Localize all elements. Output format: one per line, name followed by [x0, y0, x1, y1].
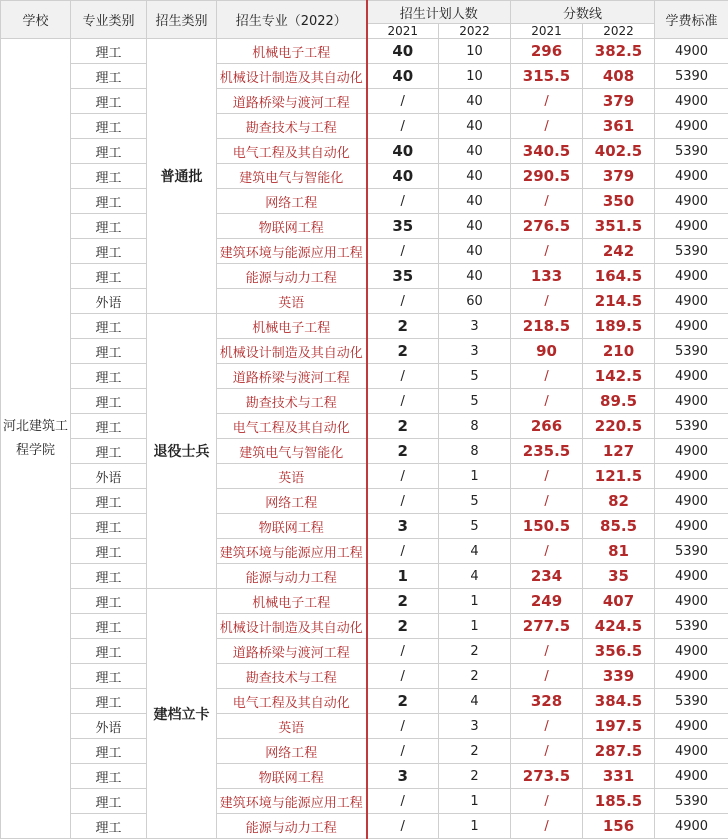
score-2021-cell: 277.5	[511, 614, 583, 639]
header-plan-2021: 2021	[367, 24, 439, 39]
category-cell: 外语	[71, 714, 147, 739]
score-2021-cell: 234	[511, 564, 583, 589]
plan-2021-cell: 35	[367, 264, 439, 289]
fee-cell: 4900	[655, 439, 728, 464]
major-cell: 建筑环境与能源应用工程	[217, 239, 367, 264]
category-cell: 理工	[71, 164, 147, 189]
fee-cell: 5390	[655, 614, 728, 639]
plan-2021-cell: /	[367, 464, 439, 489]
score-2022-cell: 85.5	[583, 514, 655, 539]
plan-2022-cell: 40	[439, 189, 511, 214]
score-2021-cell: 133	[511, 264, 583, 289]
category-cell: 理工	[71, 114, 147, 139]
table-row	[1, 714, 728, 739]
table-row	[1, 89, 728, 114]
table-row	[1, 739, 728, 764]
plan-2021-cell: 2	[367, 314, 439, 339]
table-row	[1, 789, 728, 814]
major-cell: 建筑电气与智能化	[217, 439, 367, 464]
table-row	[1, 414, 728, 439]
batch-cell: 普通批	[147, 39, 217, 314]
plan-2022-cell: 40	[439, 114, 511, 139]
plan-2022-cell: 4	[439, 539, 511, 564]
plan-2022-cell: 3	[439, 339, 511, 364]
fee-cell: 4900	[655, 264, 728, 289]
plan-2022-cell: 40	[439, 139, 511, 164]
score-2021-cell: /	[511, 89, 583, 114]
major-cell: 机械设计制造及其自动化	[217, 339, 367, 364]
plan-2022-cell: 5	[439, 389, 511, 414]
fee-cell: 5390	[655, 789, 728, 814]
plan-2021-cell: /	[367, 789, 439, 814]
category-cell: 理工	[71, 664, 147, 689]
plan-2022-cell: 1	[439, 464, 511, 489]
score-2021-cell: 266	[511, 414, 583, 439]
table-row	[1, 464, 728, 489]
table-row	[1, 689, 728, 714]
fee-cell: 4900	[655, 739, 728, 764]
fee-cell: 4900	[655, 664, 728, 689]
score-2021-cell: /	[511, 789, 583, 814]
table-row	[1, 639, 728, 664]
plan-2021-cell: 3	[367, 764, 439, 789]
score-2022-cell: 350	[583, 189, 655, 214]
major-cell: 电气工程及其自动化	[217, 139, 367, 164]
score-2021-cell: 235.5	[511, 439, 583, 464]
major-cell: 电气工程及其自动化	[217, 689, 367, 714]
score-2022-cell: 89.5	[583, 389, 655, 414]
table-row	[1, 164, 728, 189]
fee-cell: 4900	[655, 464, 728, 489]
table-row	[1, 664, 728, 689]
score-2021-cell: 90	[511, 339, 583, 364]
plan-2021-cell: /	[367, 489, 439, 514]
score-2022-cell: 142.5	[583, 364, 655, 389]
plan-2021-cell: 40	[367, 139, 439, 164]
category-cell: 理工	[71, 264, 147, 289]
fee-cell: 5390	[655, 414, 728, 439]
plan-2021-cell: /	[367, 239, 439, 264]
plan-2021-cell: /	[367, 739, 439, 764]
major-cell: 勘查技术与工程	[217, 664, 367, 689]
category-cell: 理工	[71, 639, 147, 664]
plan-2021-cell: 40	[367, 64, 439, 89]
score-2021-cell: /	[511, 639, 583, 664]
score-2021-cell: 296	[511, 39, 583, 64]
table-row	[1, 389, 728, 414]
header-plan-2022: 2022	[439, 24, 511, 39]
fee-cell: 5390	[655, 139, 728, 164]
score-2021-cell: /	[511, 364, 583, 389]
header-plan: 招生计划人数	[367, 1, 511, 24]
category-cell: 理工	[71, 139, 147, 164]
plan-2021-cell: /	[367, 389, 439, 414]
plan-2022-cell: 2	[439, 664, 511, 689]
plan-2022-cell: 5	[439, 364, 511, 389]
table-row	[1, 239, 728, 264]
plan-2022-cell: 40	[439, 89, 511, 114]
score-2022-cell: 402.5	[583, 139, 655, 164]
score-2021-cell: /	[511, 739, 583, 764]
table-row	[1, 139, 728, 164]
score-2022-cell: 382.5	[583, 39, 655, 64]
fee-cell: 5390	[655, 339, 728, 364]
plan-2021-cell: 1	[367, 564, 439, 589]
header-school: 学校	[1, 1, 71, 39]
fee-cell: 4900	[655, 214, 728, 239]
plan-2022-cell: 2	[439, 739, 511, 764]
fee-cell: 4900	[655, 364, 728, 389]
score-2022-cell: 156	[583, 814, 655, 839]
table-row	[1, 314, 728, 339]
plan-2021-cell: 40	[367, 164, 439, 189]
major-cell: 勘查技术与工程	[217, 114, 367, 139]
fee-cell: 4900	[655, 639, 728, 664]
fee-cell: 4900	[655, 389, 728, 414]
fee-cell: 4900	[655, 814, 728, 839]
plan-2022-cell: 8	[439, 439, 511, 464]
score-2021-cell: 328	[511, 689, 583, 714]
major-cell: 建筑环境与能源应用工程	[217, 789, 367, 814]
major-cell: 机械电子工程	[217, 589, 367, 614]
plan-2022-cell: 4	[439, 564, 511, 589]
table-row	[1, 539, 728, 564]
score-2021-cell: 218.5	[511, 314, 583, 339]
score-2022-cell: 379	[583, 164, 655, 189]
major-cell: 机械电子工程	[217, 39, 367, 64]
fee-cell: 4900	[655, 589, 728, 614]
category-cell: 理工	[71, 514, 147, 539]
score-2022-cell: 379	[583, 89, 655, 114]
plan-2021-cell: 40	[367, 39, 439, 64]
major-cell: 英语	[217, 289, 367, 314]
batch-cell: 建档立卡	[147, 589, 217, 839]
plan-2021-cell: /	[367, 364, 439, 389]
score-2021-cell: 290.5	[511, 164, 583, 189]
plan-2021-cell: 2	[367, 589, 439, 614]
major-cell: 机械设计制造及其自动化	[217, 64, 367, 89]
plan-2021-cell: 2	[367, 439, 439, 464]
score-2022-cell: 356.5	[583, 639, 655, 664]
major-cell: 能源与动力工程	[217, 264, 367, 289]
major-cell: 建筑环境与能源应用工程	[217, 539, 367, 564]
fee-cell: 4900	[655, 714, 728, 739]
score-2021-cell: 273.5	[511, 764, 583, 789]
major-cell: 能源与动力工程	[217, 814, 367, 839]
plan-2022-cell: 1	[439, 589, 511, 614]
category-cell: 理工	[71, 614, 147, 639]
category-cell: 理工	[71, 339, 147, 364]
fee-cell: 4900	[655, 164, 728, 189]
plan-2022-cell: 1	[439, 614, 511, 639]
fee-cell: 4900	[655, 489, 728, 514]
category-cell: 理工	[71, 689, 147, 714]
score-2022-cell: 351.5	[583, 214, 655, 239]
plan-2022-cell: 40	[439, 164, 511, 189]
plan-2021-cell: /	[367, 189, 439, 214]
table-row	[1, 114, 728, 139]
category-cell: 理工	[71, 789, 147, 814]
score-2021-cell: 249	[511, 589, 583, 614]
fee-cell: 5390	[655, 539, 728, 564]
plan-2021-cell: /	[367, 289, 439, 314]
score-2022-cell: 361	[583, 114, 655, 139]
header-major: 招生专业（2022）	[217, 1, 367, 39]
score-2022-cell: 81	[583, 539, 655, 564]
fee-cell: 4900	[655, 764, 728, 789]
category-cell: 理工	[71, 439, 147, 464]
table-row	[1, 189, 728, 214]
header-batch: 招生类别	[147, 1, 217, 39]
score-2022-cell: 35	[583, 564, 655, 589]
score-2022-cell: 339	[583, 664, 655, 689]
category-cell: 理工	[71, 489, 147, 514]
plan-2021-cell: 2	[367, 689, 439, 714]
category-cell: 理工	[71, 389, 147, 414]
category-cell: 理工	[71, 764, 147, 789]
category-cell: 理工	[71, 39, 147, 64]
table-row	[1, 489, 728, 514]
fee-cell: 4900	[655, 314, 728, 339]
plan-2022-cell: 4	[439, 689, 511, 714]
table-row	[1, 589, 728, 614]
fee-cell: 4900	[655, 514, 728, 539]
category-cell: 理工	[71, 364, 147, 389]
plan-2021-cell: 2	[367, 414, 439, 439]
score-2021-cell: /	[511, 464, 583, 489]
major-cell: 建筑电气与智能化	[217, 164, 367, 189]
category-cell: 理工	[71, 239, 147, 264]
major-cell: 网络工程	[217, 189, 367, 214]
score-2022-cell: 384.5	[583, 689, 655, 714]
category-cell: 理工	[71, 814, 147, 839]
plan-2022-cell: 1	[439, 814, 511, 839]
score-2021-cell: /	[511, 114, 583, 139]
plan-2022-cell: 1	[439, 789, 511, 814]
table-row	[1, 364, 728, 389]
score-2021-cell: 340.5	[511, 139, 583, 164]
score-2022-cell: 242	[583, 239, 655, 264]
header-row	[1, 1, 728, 24]
table-row	[1, 39, 728, 64]
plan-2022-cell: 5	[439, 489, 511, 514]
score-2021-cell: /	[511, 539, 583, 564]
plan-2022-cell: 60	[439, 289, 511, 314]
category-cell: 理工	[71, 589, 147, 614]
plan-2022-cell: 40	[439, 214, 511, 239]
category-cell: 理工	[71, 89, 147, 114]
major-cell: 英语	[217, 714, 367, 739]
table-row	[1, 614, 728, 639]
table-row	[1, 339, 728, 364]
category-cell: 理工	[71, 539, 147, 564]
plan-2021-cell: 2	[367, 614, 439, 639]
table-row	[1, 64, 728, 89]
fee-cell: 4900	[655, 39, 728, 64]
category-cell: 理工	[71, 214, 147, 239]
plan-2022-cell: 3	[439, 714, 511, 739]
plan-2021-cell: /	[367, 814, 439, 839]
score-2022-cell: 197.5	[583, 714, 655, 739]
category-cell: 外语	[71, 289, 147, 314]
fee-cell: 5390	[655, 689, 728, 714]
plan-2021-cell: /	[367, 664, 439, 689]
school-name-cell: 河北建筑工程学院	[1, 39, 71, 839]
plan-2022-cell: 3	[439, 314, 511, 339]
table-row	[1, 439, 728, 464]
score-2022-cell: 121.5	[583, 464, 655, 489]
score-2021-cell: /	[511, 289, 583, 314]
category-cell: 理工	[71, 739, 147, 764]
score-2021-cell: /	[511, 239, 583, 264]
score-2021-cell: /	[511, 489, 583, 514]
header-score: 分数线	[511, 1, 655, 24]
plan-2022-cell: 2	[439, 639, 511, 664]
score-2022-cell: 287.5	[583, 739, 655, 764]
header-category: 专业类别	[71, 1, 147, 39]
score-2021-cell: 150.5	[511, 514, 583, 539]
score-2022-cell: 424.5	[583, 614, 655, 639]
plan-2022-cell: 5	[439, 514, 511, 539]
major-cell: 网络工程	[217, 739, 367, 764]
plan-2021-cell: /	[367, 539, 439, 564]
major-cell: 英语	[217, 464, 367, 489]
batch-cell: 退役士兵	[147, 314, 217, 589]
header-score-2021: 2021	[511, 24, 583, 39]
score-2022-cell: 220.5	[583, 414, 655, 439]
plan-2022-cell: 10	[439, 64, 511, 89]
fee-cell: 4900	[655, 289, 728, 314]
table-row	[1, 814, 728, 839]
major-cell: 道路桥梁与渡河工程	[217, 364, 367, 389]
table-row	[1, 289, 728, 314]
major-cell: 能源与动力工程	[217, 564, 367, 589]
major-cell: 物联网工程	[217, 514, 367, 539]
score-2021-cell: 276.5	[511, 214, 583, 239]
header-fee: 学费标准	[655, 1, 728, 39]
major-cell: 机械电子工程	[217, 314, 367, 339]
fee-cell: 4900	[655, 189, 728, 214]
score-2022-cell: 407	[583, 589, 655, 614]
fee-cell: 4900	[655, 114, 728, 139]
major-cell: 机械设计制造及其自动化	[217, 614, 367, 639]
major-cell: 道路桥梁与渡河工程	[217, 89, 367, 114]
major-cell: 网络工程	[217, 489, 367, 514]
table-row	[1, 214, 728, 239]
major-cell: 勘查技术与工程	[217, 389, 367, 414]
major-cell: 物联网工程	[217, 214, 367, 239]
table-row	[1, 264, 728, 289]
plan-2021-cell: 3	[367, 514, 439, 539]
score-2022-cell: 331	[583, 764, 655, 789]
score-2022-cell: 214.5	[583, 289, 655, 314]
fee-cell: 4900	[655, 564, 728, 589]
plan-2021-cell: /	[367, 639, 439, 664]
plan-2022-cell: 2	[439, 764, 511, 789]
score-2021-cell: /	[511, 389, 583, 414]
plan-2022-cell: 10	[439, 39, 511, 64]
category-cell: 理工	[71, 564, 147, 589]
score-2022-cell: 408	[583, 64, 655, 89]
major-cell: 物联网工程	[217, 764, 367, 789]
table-row	[1, 514, 728, 539]
plan-2022-cell: 40	[439, 264, 511, 289]
fee-cell: 4900	[655, 89, 728, 114]
plan-2022-cell: 40	[439, 239, 511, 264]
category-cell: 理工	[71, 314, 147, 339]
score-2021-cell: /	[511, 714, 583, 739]
header-score-2022: 2022	[583, 24, 655, 39]
category-cell: 理工	[71, 189, 147, 214]
plan-2022-cell: 8	[439, 414, 511, 439]
plan-2021-cell: /	[367, 89, 439, 114]
score-2021-cell: 315.5	[511, 64, 583, 89]
plan-2021-cell: 2	[367, 339, 439, 364]
fee-cell: 5390	[655, 239, 728, 264]
category-cell: 理工	[71, 64, 147, 89]
fee-cell: 5390	[655, 64, 728, 89]
category-cell: 理工	[71, 414, 147, 439]
table-row	[1, 764, 728, 789]
table-row	[1, 564, 728, 589]
score-2022-cell: 189.5	[583, 314, 655, 339]
score-2022-cell: 210	[583, 339, 655, 364]
score-2022-cell: 82	[583, 489, 655, 514]
major-cell: 电气工程及其自动化	[217, 414, 367, 439]
score-2022-cell: 164.5	[583, 264, 655, 289]
major-cell: 道路桥梁与渡河工程	[217, 639, 367, 664]
score-2022-cell: 185.5	[583, 789, 655, 814]
plan-2021-cell: /	[367, 114, 439, 139]
score-2021-cell: /	[511, 189, 583, 214]
plan-2021-cell: /	[367, 714, 439, 739]
score-2021-cell: /	[511, 814, 583, 839]
score-2021-cell: /	[511, 664, 583, 689]
score-2022-cell: 127	[583, 439, 655, 464]
plan-2021-cell: 35	[367, 214, 439, 239]
category-cell: 外语	[71, 464, 147, 489]
